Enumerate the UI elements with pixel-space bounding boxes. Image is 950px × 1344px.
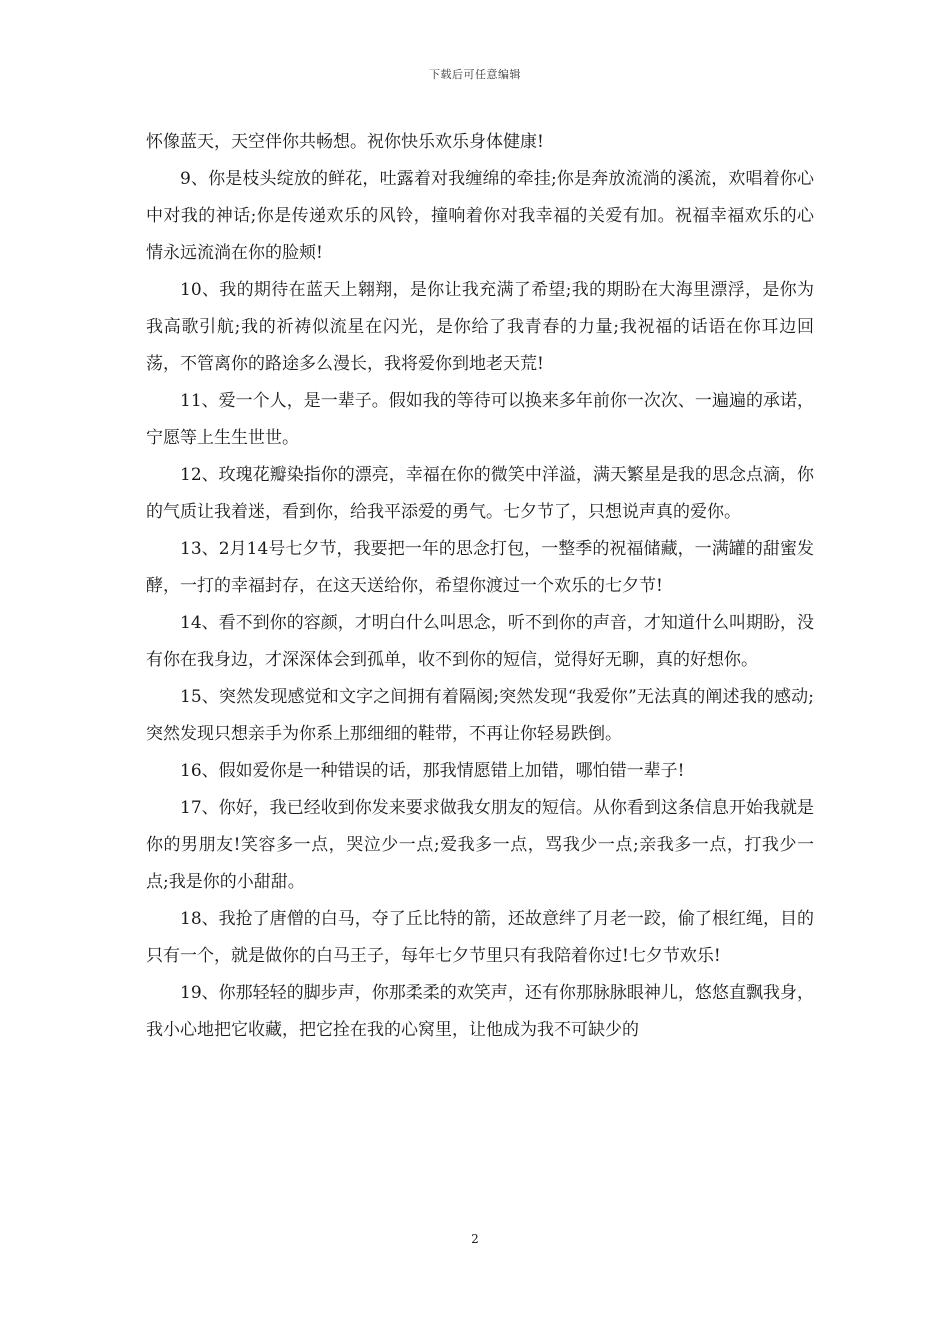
paragraph-10: 10、我的期待在蓝天上翱翔，是你让我充满了希望;我的期盼在大海里漂浮，是你为我高歌引航;我的祈祷似流星在闪光，是你给了我青春的力量;我祝福的话语在你耳边回荡，不管离你的路途多么漫长，我将爱你到地老天荒! [146, 280, 814, 374]
paragraph-16: 16、假如爱你是一种错误的话，那我情愿错上加错，哪怕错一辈子! [180, 761, 685, 781]
paragraph-15: 15、突然发现感觉和文字之间拥有着隔阂;突然发现“我爱你”无法真的阐述我的感动;突然发现只想亲手为你系上那细细的鞋带，不再让你轻易跌倒。 [146, 687, 814, 744]
paragraph-19: 19、你那轻轻的脚步声，你那柔柔的欢笑声，还有你那脉脉眼神儿，悠悠直飘我身，我小心地把它收藏，把它拴在我的心窝里，让他成为我不可缺少的 [146, 983, 814, 1040]
page-number: 2 [471, 1232, 479, 1246]
paragraph-14: 14、看不到你的容颜，才明白什么叫思念，听不到你的声音，才知道什么叫期盼，没有你在我身边，才深深体会到孤单，收不到你的短信，觉得好无聊，真的好想你。 [146, 613, 814, 670]
page-header: 下载后可任意编辑 [429, 68, 521, 81]
document-body [146, 124, 814, 1049]
paragraph-9: 9、你是枝头绽放的鲜花，吐露着对我缠绵的牵挂;你是奔放流淌的溪流，欢唱着你心中对我的神话;你是传递欢乐的风铃，撞响着你对我幸福的关爱有加。祝福幸福欢乐的心情永远流淌在你的脸颊! [146, 169, 814, 263]
paragraph-18: 18、我抢了唐僧的白马，夺了丘比特的箭，还故意绊了月老一跤，偷了根红绳，目的只有一个，就是做你的白马王子，每年七夕节里只有我陪着你过!七夕节欢乐! [146, 909, 814, 966]
paragraph-17: 17、你好，我已经收到你发来要求做我女朋友的短信。从你看到这条信息开始我就是你的男朋友!笑容多一点，哭泣少一点;爱我多一点，骂我少一点;亲我多一点，打我少一点;我是你的小甜甜。 [146, 798, 814, 892]
paragraph-11: 11、爱一个人，是一辈子。假如我的等待可以换来多年前你一次次、一遍遍的承诺，宁愿等上生生世世。 [146, 391, 814, 448]
paragraph-13: 13、2月14号七夕节，我要把一年的思念打包，一整季的祝福储藏，一满罐的甜蜜发酵，一打的幸福封存，在这天送给你，希望你渡过一个欢乐的七夕节! [146, 539, 814, 596]
paragraph-continuation: 怀像蓝天，天空伴你共畅想。祝你快乐欢乐身体健康! [146, 132, 544, 152]
paragraph-12: 12、玫瑰花瓣染指你的漂亮，幸福在你的微笑中洋溢，满天繁星是我的思念点滴，你的气质让我着迷，看到你，给我平添爱的勇气。七夕节了，只想说声真的爱你。 [146, 465, 814, 522]
